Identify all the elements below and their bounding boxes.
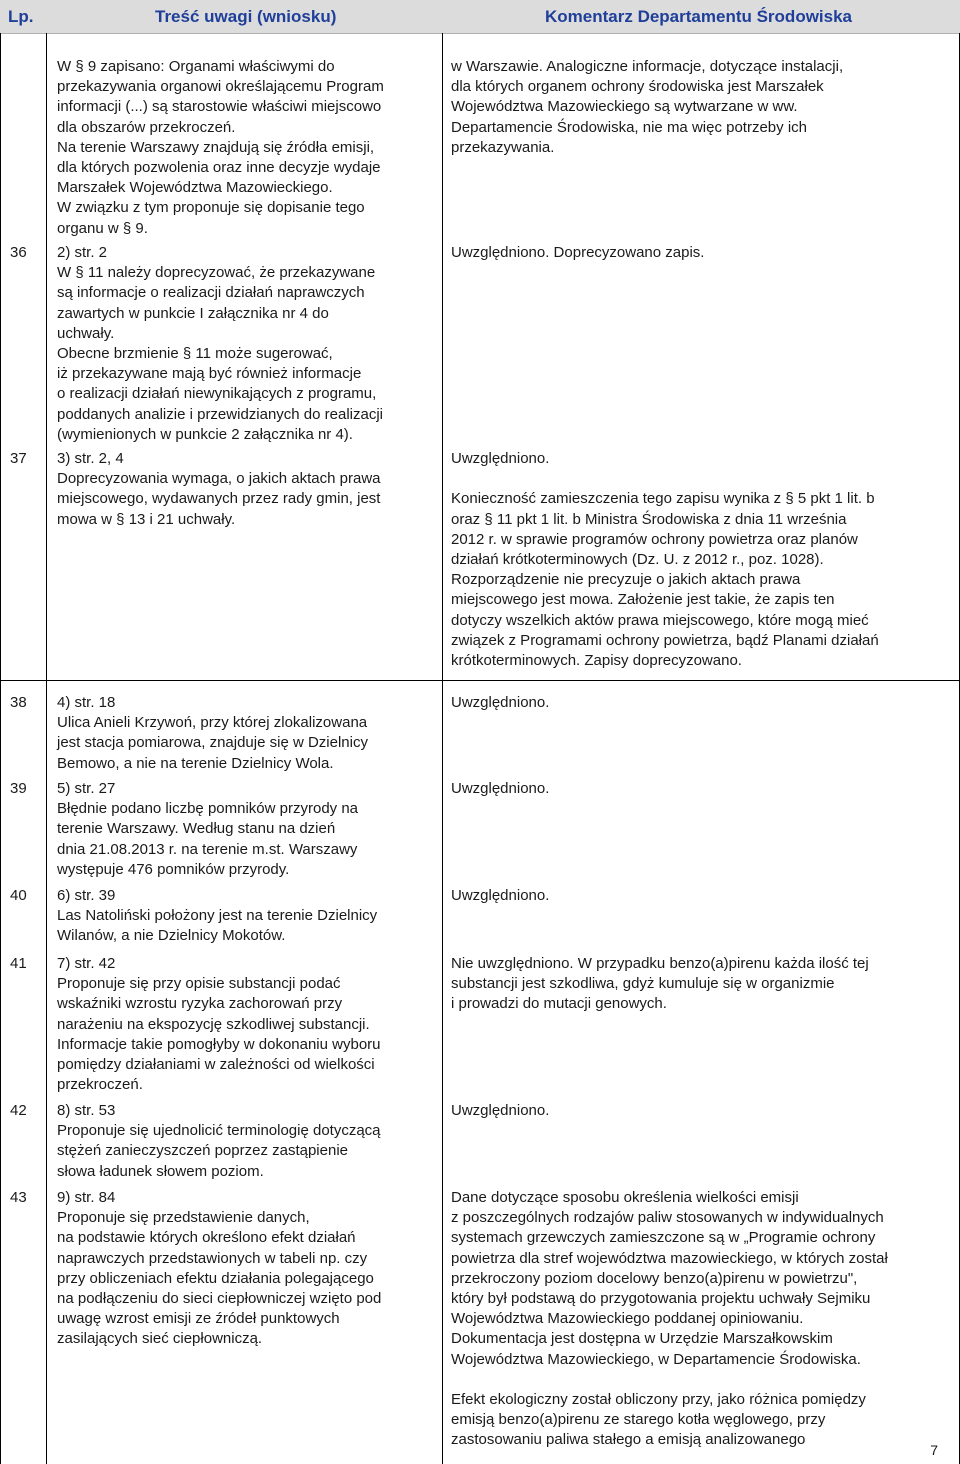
row-separator	[0, 680, 960, 681]
header-lp: Lp.	[8, 7, 34, 26]
row-43-right: Dane dotyczące sposobu określenia wielkości emisji z poszczególnych rodzajów paliw stosowanych w indywidualnych systemach grzewczych zamieszczone są w „Programie ochrony powietrza dla stref województwa mazowieckiego, w których został przekroczony poziom docelowy benzo(a)pirenu w powietrzu", który był podstawą do przygotowania projektu uchwały Sejmiku Województwa Mazowieckiego poddanej opiniowaniu. Dokumentacja jest dostępna w Urzędzie Marszałkowskim Województwa Mazowieckiego, w Departamencie Środowiska. Efekt ekologiczny został obliczony przy, jako różnica pomiędzy emisją benzo(a)pirenu ze starego kotła węglowego, przy zastosowaniu paliwa stałego a emisją analizowanego	[451, 1189, 888, 1449]
row-36-left: 2) str. 2 W § 11 należy doprecyzować, że przekazywane są informacje o realizacji działań naprawczych zawartych w punkcie I załącznika nr 4 do uchwały. Obecne brzmienie § 11 może sugerować, iż przekazywane mają być również informacje o realizacji działań niewynikających z programu, poddanych analizie i przewidzianych do realizacji (wymienionych w punkcie 2 załącznika nr 4).	[57, 244, 384, 443]
divider-lp	[46, 33, 47, 1464]
header-tresc: Treść uwagi (wniosku)	[155, 7, 337, 26]
page-number: 7	[930, 1442, 938, 1458]
row-41-right: Nie uwzględniono. W przypadku benzo(a)pirenu każda ilość tej substancji jest szkodliwa, gdyż kumuluje się w organizmie i prowadzi do mutacji genowych.	[451, 955, 869, 1013]
row-43-number: 43	[10, 1189, 27, 1206]
row-40-right: Uwzględniono.	[451, 887, 550, 904]
row-36-number: 36	[10, 244, 27, 261]
row-38-right: Uwzględniono.	[451, 694, 550, 711]
header-komentarz: Komentarz Departamentu Środowiska	[545, 7, 853, 26]
row-37-number: 37	[10, 450, 27, 467]
row-39-number: 39	[10, 780, 27, 797]
row-40-number: 40	[10, 887, 27, 904]
table-header	[0, 0, 960, 34]
row-41-left: 7) str. 42 Proponuje się przy opisie substancji podać wskaźniki wzrostu ryzyka zachorowań przy narażeniu na ekspozycję szkodliwej substancji. Informacje takie pomogłyby w dokonaniu wyboru pomiędzy działaniami w zależności od wielkości przekroczeń.	[57, 955, 381, 1094]
row-43-left: 9) str. 84 Proponuje się przedstawienie danych, na podstawie których określono efekt działań naprawczych przedstawionych w tabeli np. czy przy obliczeniach efektu działania polegającego na podłączeniu do sieci ciepłowniczej wzięto pod uwagę wzrost emisji ze źródeł punktowych zasilających sieć ciepłowniczą.	[57, 1189, 382, 1348]
row-38-number: 38	[10, 694, 27, 711]
border-left	[0, 33, 1, 1464]
row-40-left: 6) str. 39 Las Natoliński położony jest na terenie Dzielnicy Wilanów, a nie Dzielnicy Mokotów.	[57, 887, 378, 945]
row-0-left: W § 9 zapisano: Organami właściwymi do przekazywania organowi określającemu Program informacji (...) są starostowie właściwi miejscowo dla obszarów przekroczeń. Na terenie Warszawy znajdują się źródła emisji, dla których pozwolenia oraz inne decyzje wydaje Marszałek Województwa Mazowieckiego. W związku z tym proponuje się dopisanie tego organu w § 9.	[57, 58, 384, 237]
row-39-left: 5) str. 27 Błędnie podano liczbę pomników przyrody na terenie Warszawy. Według stanu na dzień dnia 21.08.2013 r. na terenie m.st. Warszawy występuje 476 pomników przyrody.	[57, 780, 359, 878]
row-41-number: 41	[10, 955, 27, 972]
row-42-number: 42	[10, 1102, 27, 1119]
row-38-left: 4) str. 18 Ulica Anieli Krzywoń, przy której zlokalizowana jest stacja pomiarowa, znajduje się w Dzielnicy Bemowo, a nie na terenie Dzielnicy Wola.	[57, 694, 368, 772]
row-0-right: w Warszawie. Analogiczne informacje, dotyczące instalacji, dla których organem ochrony środowiska jest Marszałek Województwa Mazowieckiego są wytwarzane w ww. Departamencie Środowiska, nie ma więc potrzeby ich przekazywania.	[451, 58, 844, 156]
row-36-right: Uwzględniono. Doprecyzowano zapis.	[451, 244, 705, 261]
row-37-left: 3) str. 2, 4 Doprecyzowania wymaga, o jakich aktach prawa miejscowego, wydawanych przez rady gmin, jest mowa w § 13 i 21 uchwały.	[57, 450, 381, 528]
row-37-right: Uwzględniono. Konieczność zamieszczenia tego zapisu wynika z § 5 pkt 1 lit. b oraz § 11 pkt 1 lit. b Ministra Środowiska z dnia 11 września 2012 r. w sprawie programów ochrony powietrza oraz planów działań krótkoterminowych (Dz. U. z 2012 r., poz. 1028). Rozporządzenie nie precyzuje o jakich aktach prawa miejscowego jest mowa. Założenie jest takie, że zapis ten dotyczy wszelkich aktów prawa miejscowego, które mogą mieć związek z Programami ochrony powietrza, bądź Planami działań krótkoterminowych. Zapisy doprecyzowano.	[451, 450, 879, 670]
row-42-left: 8) str. 53 Proponuje się ujednolicić terminologię dotyczącą stężeń zanieczyszczeń poprzez zastąpienie słowa ładunek słowem poziom.	[57, 1102, 381, 1180]
divider-columns	[442, 33, 443, 1464]
row-39-right: Uwzględniono.	[451, 780, 550, 797]
row-42-right: Uwzględniono.	[451, 1102, 550, 1119]
